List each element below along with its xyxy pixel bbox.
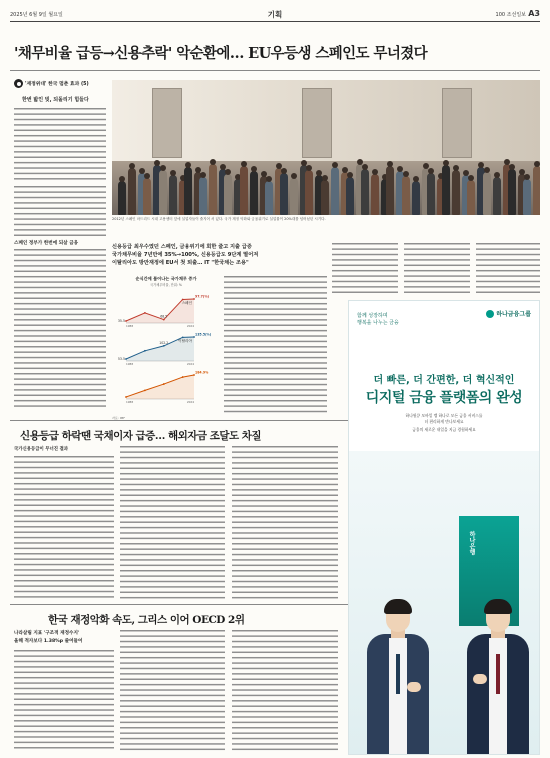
main-headline: '채무비율 급등→신용추락' 악순환에… EU우등생 스페인도 무너졌다 [14,45,428,62]
article-body-lines [224,276,327,414]
chart-tick-label: 1988 [126,362,134,366]
ad-copy-line: 금융의 새로운 내일을 지금 경험하세요 [412,427,476,433]
crowd-person [184,167,192,215]
deck-line: 이탈리아도 방만재정에 EU서 첫 퇴출… IT "한국채는 조용" [112,260,249,267]
photo-caption: 2012년 스페인 마드리드 시내 고용센터 앞에 실업자들이 줄지어 서 있다. 국가 재정 악화와 금융위기로 실업률이 20%대를 넘어섰던 시기다. [112,217,326,221]
chart-source: 자료: IMF [112,416,125,420]
chart-point [144,389,146,391]
crowd-person-head [119,176,125,182]
chart-data-label: 68.5 [160,314,168,319]
masthead [10,8,540,22]
article-body-lines [14,650,114,752]
page-number: A3 [528,9,540,18]
crowd-person [128,168,136,215]
crowd-person-head [534,161,540,167]
ad-headline-2: 디지털 금융 플랫폼의 완성 [365,390,523,406]
crowd-person [361,169,369,215]
crowd-person [493,177,501,215]
hana-financial-ad[interactable] [348,300,540,755]
crowd-person [209,164,217,215]
chart-point [182,336,184,338]
chart-point [163,319,165,321]
headline-rule [10,70,540,71]
crowd-person [290,178,298,215]
crowd-person [321,180,329,215]
crowd-person-head [185,162,191,168]
debt-ratio-chart [112,276,220,420]
crowd-person-head [428,168,434,174]
ad-brand: 하나금융그룹 [496,311,531,318]
crowd-person [240,166,248,215]
chart-data-label: 53.5 [117,357,125,361]
crowd-person-head [322,175,328,181]
crowd-person [280,173,288,215]
crowd-person [199,177,207,215]
section-rule [10,604,350,605]
ad-headline-1: 더 빠른, 더 간편한, 더 혁신적인 [373,375,515,386]
issue-date: 2025년 6월 9일 월요일 [10,12,63,18]
ad-model-right [467,594,529,754]
chart-point [182,376,184,378]
article-body-lines [404,243,470,295]
article-body-lines [332,243,398,295]
crowd-person [118,181,126,215]
hana-logo-icon [486,310,494,318]
section2-headline: 신용등급 하락땐 국채이자 급증… 해외자금 조달도 차질 [20,430,262,442]
crowd-person [169,175,177,215]
crowd-person-head [332,162,338,168]
section3-subhead: 올해 적자보다 1.38%p 줄어들어 [14,639,83,644]
chart-data-label: 97.7(%) [195,294,209,299]
chart-data-label: 184.9% [195,370,209,375]
crowd-person [402,176,410,215]
article-subheading: 한번 밟인 빚, 되돌리기 힘들다 [22,97,89,103]
crowd-person [452,170,460,215]
crowd-person-head [266,176,272,182]
chart-title: 순식간에 불어나는 국가채무 증가 [135,276,197,281]
crowd-person [533,166,540,215]
ad-slogan [357,313,399,327]
chart-area [126,375,194,399]
crowd-person [483,172,491,215]
crowd-person-head [509,164,515,170]
chart-tick-label: 2024 [186,324,194,328]
crowd-person [250,171,258,215]
article-body-lines [14,249,106,409]
deck-line: 국가채무비율 7년만에 35%→100%, 신용등급도 9단계 떨어져 [112,252,259,259]
section3-headline: 한국 재정악화 속도, 그리스 이어 OECD 2위 [48,614,245,626]
chart-point [125,358,127,360]
chart-tick-label: 1988 [126,400,134,404]
chart-point [163,345,165,347]
crowd-person [412,181,420,215]
article-body-lines [476,243,540,295]
chart-point [144,350,146,352]
crowd-person-head [443,160,449,166]
crowd-person [331,167,339,215]
crowd-person [508,169,516,215]
ad-model-left [367,594,429,754]
news-photo [112,80,540,215]
crowd-person-head [494,172,500,178]
crowd-person-head [524,174,530,180]
crowd-person-head [251,166,257,172]
deck-line: 신용등급 최우수였던 스페인, 금융위기에 회한 줄고 지출 급증 [112,244,252,250]
chart-canvas [112,287,220,405]
article-section-heading: 스페인 정부가 한번에 되살 금융 [14,241,79,246]
chart-subtitle: 국가채무비율, 단위: % [150,283,182,287]
crowd-person [265,181,273,215]
crowd-person [224,174,232,215]
crowd-person [346,177,354,215]
series-tag [14,79,110,88]
ad-copy-line: 하나원큐 모바일 앱 하나로 모든 금융 서비스를 [405,413,483,418]
ad-slogan-line: 함께 성장하며 [357,313,388,319]
ad-slogan-line: 행복을 나누는 금융 [357,320,399,326]
section-name: 기획 [267,10,283,19]
chart-point [125,320,127,322]
chart-point [163,383,165,385]
article-deck [112,243,327,268]
chart-data-label: 102.2 [159,340,169,345]
article-body-lines [120,630,225,752]
article-body-lines [232,630,338,752]
article-body-lines [232,446,338,599]
series-tag-label: '재정위대' 한국 멈춘 효과 (5) [25,82,89,87]
chart-series-name: 이탈리아 [178,339,192,343]
crowd-person-head [347,172,353,178]
paper-name: 100 조선일보 [495,12,526,18]
section2-subhead: 국가신용등급이 무너진 결과 [14,447,68,452]
crowd-person-head [241,161,247,167]
crowd-person-head [413,176,419,182]
section3-subhead: 나라살림 지표 '구조적 재정수지' [14,631,80,636]
crowd-person [523,179,531,215]
ad-logo [486,309,531,318]
crowd-person-head [403,171,409,177]
article-body-lines [14,186,106,236]
chart-tick-label: 1988 [126,324,134,328]
chart-series-name: 스페인 [181,301,192,305]
chart-data-label: 135.5(%) [195,332,212,337]
ad-copy [359,413,529,433]
crowd-person-head [484,167,490,173]
chart-data-label: 35.5 [117,319,125,323]
crowd-person [427,173,435,215]
article-body-lines [14,108,106,182]
crowd-person [371,174,379,215]
crowd-person [305,170,313,215]
article-body-lines [120,446,225,599]
chart-point [125,396,127,398]
crowd-person-head [362,164,368,170]
crowd-person [442,165,450,215]
crowd-person [143,178,151,215]
article-body-lines [14,456,114,599]
crowd-person-head [160,165,166,171]
crowd-person [386,166,394,215]
bank-sign-label: 하나은행 [468,531,475,555]
crowd-person [467,180,475,215]
crowd-person [159,170,167,215]
ad-copy-line: 더 편리하게 만나보세요 [424,418,464,424]
crowd-person-head [170,170,176,176]
crowd-person-head [281,168,287,174]
chart-tick-label: 2024 [186,400,194,404]
chart-point [144,312,146,314]
crowd-person-head [200,172,206,178]
chart-tick-label: 2024 [186,362,194,366]
series-badge-icon [14,79,23,88]
section-rule [10,420,350,421]
